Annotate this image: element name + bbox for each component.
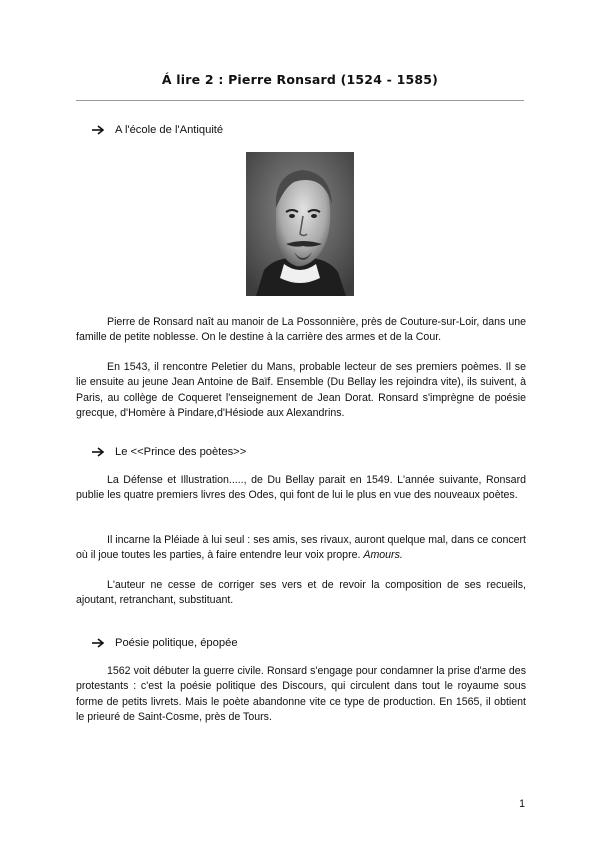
section-heading-label: Le <<Prince des poètes>> [115,446,247,458]
section-heading-label: Poésie politique, épopée [115,637,238,649]
arrow-right-icon [92,125,106,135]
paragraph-text: Il incarne la Pléiade à lui seul : ses amis, ses rivaux, auront quelque mal, dans ce concert où il joue toutes les parties, à faire entendre leur voix propre. [76,534,526,562]
paragraph [76,533,526,564]
paragraph: La Défense et Illustration....., de Du Bellay parait en 1549. L'année suivante, Ronsard publie les quatre premiers livres des Odes, qui font de lui le plus en vue des nouveaux poètes. [76,474,526,502]
arrow-right-icon [92,638,106,648]
emphasis-title: Amours. [363,549,403,562]
section-heading-politique [92,637,238,649]
portrait-image [246,152,354,296]
page-number: 1 [519,798,525,810]
paragraph: En 1543, il rencontre Peletier du Mans, probable lecteur de ses premiers poèmes. Il se lie ensuite au jeune Jean Antoine de Baïf. Ensemble (Du Bellay les rejoindra vite), ils suivent, à Paris, au collège de Coqueret l'enseignement de Jean Dorat. Ronsard s'imprègne de poésie grecque, d'Homère à Pindare,d'Hésiode aux Alexandrins. [76,361,526,419]
arrow-right-icon [92,447,106,457]
paragraph: L'auteur ne cesse de corriger ses vers et de revoir la composition de ses recueils, ajoutant, retranchant, substituant. [76,579,526,607]
title-divider [76,100,524,101]
section-heading-label: A l'école de l'Antiquité [115,124,224,136]
section-heading-antiquite [92,124,223,136]
section-heading-prince [92,446,246,458]
page-title: Á lire 2 : Pierre Ronsard (1524 - 1585) [161,72,439,87]
paragraph: 1562 voit débuter la guerre civile. Ronsard s'engage pour condamner la prise d'arme des protestants : c'est la poésie politique des Discours, qui circulent dans tout le royaume sous forme de petits livrets. Mais le poète abandonne vite ce type de production. En 1565, il obtient le prieuré de Saint-Cosme, près de Tours. [76,665,526,723]
paragraph: Pierre de Ronsard naît au manoir de La Possonnière, près de Couture-sur-Loir, dans une famille de petite noblesse. On le destine à la carrière des armes et de la Cour. [76,316,526,344]
